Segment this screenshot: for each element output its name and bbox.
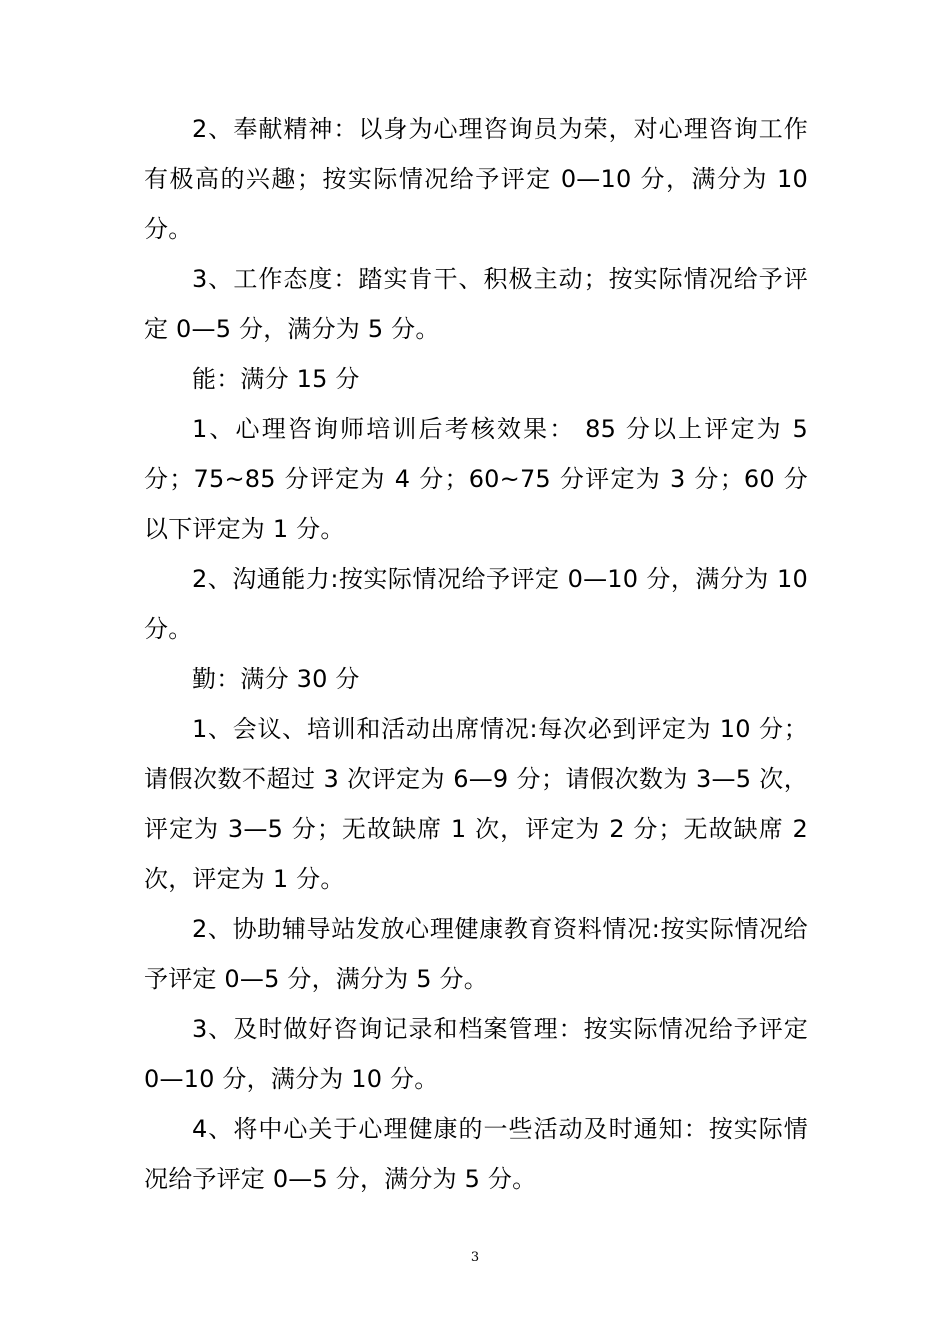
- document-body: [144, 104, 808, 1204]
- section-heading-ability: 能：满分 15 分: [192, 365, 360, 393]
- page-number: 3: [470, 1250, 480, 1265]
- paragraph-dedication: 2、奉献精神：以身为心理咨询员为荣，对心理咨询工作有极高的兴趣；按实际情况给予评定 0—10 分，满分为 10 分。: [144, 115, 808, 243]
- paragraph-work-attitude: 3、工作态度：踏实肯干、积极主动；按实际情况给予评定 0—5 分，满分为 5 分。: [144, 265, 808, 343]
- paragraph-training-assessment: 1、心理咨询师培训后考核效果： 85 分以上评定为 5 分；75~85 分评定为 4 分；60~75 分评定为 3 分；60 分以下评定为 1 分。: [144, 415, 808, 543]
- paragraph-activity-notification: 4、将中心关于心理健康的一些活动及时通知：按实际情况给予评定 0—5 分，满分为 5 分。: [144, 1115, 808, 1193]
- paragraph-records-management: 3、及时做好咨询记录和档案管理：按实际情况给予评定 0—10 分，满分为 10 分。: [144, 1015, 808, 1093]
- paragraph-materials-distribution: 2、协助辅导站发放心理健康教育资料情况:按实际情况给予评定 0—5 分，满分为 5 分。: [144, 915, 808, 993]
- paragraph-communication: 2、沟通能力:按实际情况给予评定 0—10 分，满分为 10 分。: [144, 565, 808, 643]
- section-heading-diligence: 勤：满分 30 分: [192, 665, 360, 693]
- paragraph-attendance: 1、会议、培训和活动出席情况:每次必到评定为 10 分；请假次数不超过 3 次评定为 6—9 分；请假次数为 3—5 次，评定为 3—5 分；无故缺席 1 次，评定为 2 分；无故缺席 2 次，评定为 1 分。: [144, 715, 808, 893]
